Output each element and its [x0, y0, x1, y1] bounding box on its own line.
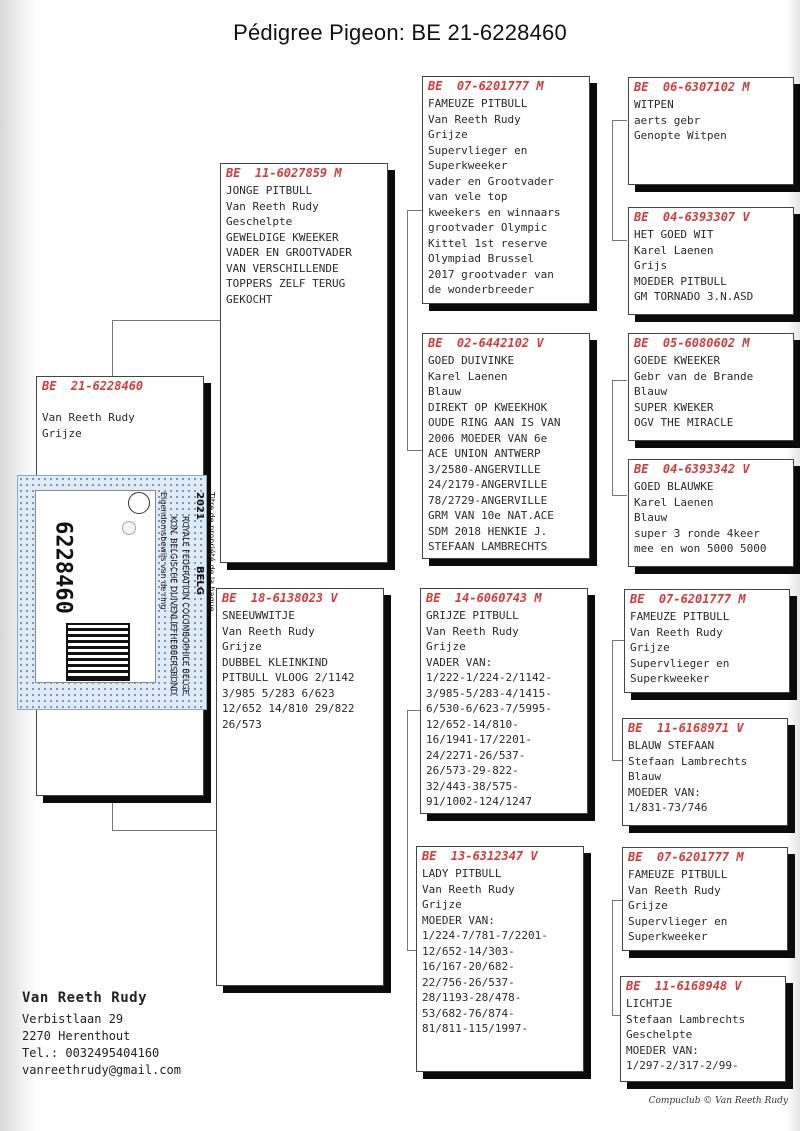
card-line: Van Reeth Rudy: [42, 411, 135, 424]
pigeon-card-ggp-1[interactable]: [628, 77, 794, 185]
tag-org-text: KON. BELGISCHE DUIVENLIEFHEBBERSBOND: [169, 516, 178, 695]
tag-notice-fr: Titre de propriété de la bague: [207, 492, 216, 612]
card-line: GEWELDIGE KWEEKER: [226, 230, 339, 244]
pigeon-card-dam-dam[interactable]: [416, 846, 584, 1072]
ring-number: BE 18-6138023 V: [222, 591, 338, 605]
card-line: 16/167-20/682-: [422, 960, 515, 973]
owner-city: 2270 Herenthout: [22, 1029, 131, 1043]
card-line: Van Reeth Rudy: [428, 112, 521, 126]
ring-number: BE 21-6228460: [42, 379, 144, 393]
card-line: Van Reeth Rudy: [426, 624, 519, 638]
card-line: MOEDER VAN:: [422, 913, 495, 927]
card-line: Blauw: [634, 385, 668, 398]
connector: [407, 710, 408, 950]
connector: [612, 640, 624, 641]
pigeon-card-sire[interactable]: [220, 163, 388, 563]
card-line: WITPEN: [634, 98, 674, 111]
card-line: GRIJZE PITBULL: [426, 609, 519, 622]
ring-number: BE 07-6201777 M: [630, 592, 746, 606]
card-line: MOEDER VAN:: [628, 785, 701, 799]
owner-street: Verbistlaan 29: [22, 1012, 124, 1026]
card-line: van vele top: [428, 190, 508, 203]
card-line: FAMEUZE PITBULL: [428, 97, 528, 110]
card-line: GOEDE KWEEKER: [634, 354, 721, 367]
pigeon-card-ggp-5[interactable]: [624, 589, 790, 693]
card-line: kweekers en winnaars: [428, 205, 561, 219]
connector: [407, 210, 422, 211]
card-line: Blauw: [428, 385, 462, 398]
ring-number: BE 11-6168971 V: [628, 721, 744, 735]
card-line: LICHTJE: [626, 997, 673, 1010]
card-line: GRM VAN 10e NAT.ACE: [428, 509, 554, 522]
card-line: VADER VAN:: [426, 655, 493, 669]
card-line: Karel Laenen: [428, 369, 508, 383]
ring-number: BE 13-6312347 V: [422, 849, 538, 863]
card-line: STEFAAN LAMBRECHTS: [428, 540, 548, 553]
tag-ring-number: 6228460: [50, 521, 76, 614]
card-line: SUPER KWEKER: [634, 400, 714, 414]
page-title: Pédigree Pigeon: BE 21-6228460: [233, 20, 567, 45]
card-line: Karel Laenen: [634, 495, 714, 509]
connector: [612, 380, 613, 495]
tag-org-text-fr: ROYALE FEDERATION COLOMBOPHILE BELGE: [181, 516, 190, 695]
card-line: Geschelpte: [626, 1028, 693, 1041]
card-line: HET GOED WIT: [634, 228, 714, 241]
card-line: 26/573-29-822-: [426, 764, 519, 777]
ring-number: BE 14-6060743 M: [426, 591, 542, 605]
card-line: Stefaan Lambrechts: [626, 1012, 746, 1026]
ring-number: BE 04-6393307 V: [634, 210, 750, 224]
card-line: 78/2729-ANGERVILLE: [428, 493, 548, 507]
ring-number: BE 11-6168948 V: [626, 979, 742, 993]
card-line: 6/530-6/623-7/5995-: [426, 702, 552, 715]
connector: [112, 830, 216, 831]
card-line: 16/1941-17/2201-: [426, 733, 532, 746]
card-line: aerts gebr: [634, 113, 701, 127]
connector: [612, 495, 627, 496]
card-line: mee en won 5000 5000: [634, 542, 767, 555]
ring-number: BE 05-6080602 M: [634, 336, 750, 350]
tag-punch-hole: [122, 521, 136, 535]
card-line: grootvader Olympic: [428, 221, 548, 234]
card-line: GOED BLAUWKE: [634, 480, 714, 493]
card-line: Grijze: [628, 899, 668, 912]
card-line: Van Reeth Rudy: [422, 882, 515, 896]
card-line: Van Reeth Rudy: [222, 624, 315, 638]
ring-number: BE 06-6307102 M: [634, 80, 750, 94]
connector: [612, 900, 613, 1015]
card-line: 53/682-76/874-: [422, 1006, 515, 1020]
card-line: 81/811-115/1997-: [422, 1022, 528, 1035]
card-line: FAMEUZE PITBULL: [630, 610, 730, 623]
pigeon-card-ggp-2[interactable]: [628, 207, 794, 315]
footer-credit: Compuclub © Van Reeth Rudy: [648, 1096, 788, 1106]
card-line: 2017 grootvader van: [428, 267, 554, 281]
card-line: Grijze: [426, 640, 466, 653]
card-line: SNEEUWWITJE: [222, 609, 295, 622]
connector: [407, 450, 422, 451]
card-line: Grijze: [42, 426, 82, 440]
tag-notice-nl: Eigendomsbewijs van de ring: [159, 492, 168, 610]
card-line: 1/224-7/781-7/2201-: [422, 929, 548, 942]
card-line: 22/756-26/537-: [422, 975, 515, 989]
card-line: Van Reeth Rudy: [630, 625, 723, 639]
card-line: GEKOCHT: [226, 292, 273, 306]
pigeon-card-sire-sire[interactable]: [422, 76, 590, 304]
card-line: 3/2580-ANGERVILLE: [428, 462, 541, 476]
card-line: 12/652 14/810 29/822: [222, 702, 355, 715]
connector: [612, 120, 613, 240]
card-line: BLAUW STEFAAN: [628, 739, 715, 752]
owner-name: Van Reeth Rudy: [22, 990, 148, 1006]
card-line: TOPPERS ZELF TERUG: [226, 277, 346, 290]
card-line: Grijs: [634, 259, 668, 272]
pigeon-card-ggp-8[interactable]: [620, 976, 786, 1082]
card-line: Blauw: [634, 511, 668, 524]
ring-number: BE 02-6442102 V: [428, 336, 544, 350]
ring-number: BE 11-6027859 M: [226, 166, 342, 180]
qr-code-icon: [66, 623, 130, 681]
card-line: Blauw: [628, 770, 662, 783]
card-line: 1/831-73/746: [628, 801, 708, 814]
card-line: OGV THE MIRACLE: [634, 416, 734, 429]
card-line: de wonderbreeder: [428, 283, 534, 296]
card-line: 12/652-14/810-: [426, 717, 519, 731]
card-line: Kittel 1st reserve: [428, 236, 548, 250]
card-line: Karel Laenen: [634, 243, 714, 257]
pigeon-card-ggp-6[interactable]: [622, 718, 788, 826]
connector: [612, 240, 627, 241]
card-line: 28/1193-28/478-: [422, 991, 522, 1004]
pigeon-card-ggp-7[interactable]: [622, 847, 788, 951]
connector: [407, 210, 408, 450]
card-line: Grijze: [428, 128, 468, 141]
connector: [612, 380, 627, 381]
card-line: 12/652-14/303-: [422, 944, 515, 958]
tag-country: BELG: [194, 566, 205, 596]
card-line: VAN VERSCHILLENDE: [226, 261, 339, 275]
card-line: JONGE PITBULL: [226, 184, 313, 197]
card-line: Geschelpte: [226, 215, 293, 228]
pigeon-card-dam[interactable]: [216, 588, 384, 986]
card-line: Genopte Witpen: [634, 129, 727, 142]
card-line: vader en Grootvader: [428, 174, 554, 188]
pigeon-card-ggp-3[interactable]: [628, 333, 794, 441]
pigeon-card-ggp-4[interactable]: [628, 459, 794, 567]
card-line: GM TORNADO 3.N.ASD: [634, 290, 754, 303]
card-line: VADER EN GROOTVADER: [226, 246, 352, 259]
card-line: 3/985-5/283-4/1415-: [426, 686, 552, 700]
connector: [612, 640, 613, 760]
card-line: LADY PITBULL: [422, 867, 502, 880]
connector: [407, 710, 420, 711]
card-line: 24/2271-26/537-: [426, 748, 526, 762]
card-line: Van Reeth Rudy: [628, 883, 721, 897]
connector: [612, 120, 627, 121]
card-line: FAMEUZE PITBULL: [628, 868, 728, 881]
card-line: 1/222-1/224-2/1142-: [426, 671, 552, 684]
card-line: 2006 MOEDER VAN 6e: [428, 431, 548, 445]
ring-number: BE 04-6393342 V: [634, 462, 750, 476]
card-line: 91/1002-124/1247: [426, 795, 532, 808]
card-line: DIREKT OP KWEEKHOK: [428, 400, 548, 414]
card-line: PITBULL VLOOG 2/1142: [222, 671, 355, 684]
card-line: Supervlieger en: [628, 914, 728, 928]
card-line: Grijze: [630, 641, 670, 654]
card-line: Superkweeker: [428, 159, 508, 172]
ring-certificate-tag: [17, 475, 216, 710]
card-line: 1/297-2/317-2/99-: [626, 1059, 739, 1072]
tag-year: 2021: [194, 492, 205, 520]
kbdb-logo-icon: [128, 492, 150, 514]
card-line: Grijze: [422, 898, 462, 911]
card-line: Superkweeker: [628, 930, 708, 943]
ring-number: BE 07-6201777 M: [628, 850, 744, 864]
card-line: SDM 2018 HENKIE J.: [428, 524, 548, 538]
card-line: DUBBEL KLEINKIND: [222, 655, 328, 669]
card-line: Van Reeth Rudy: [226, 199, 319, 213]
card-line: 3/985 5/283 6/623: [222, 686, 335, 700]
card-line: Supervlieger en: [428, 143, 528, 157]
pigeon-card-sire-dam[interactable]: [422, 333, 590, 559]
card-line: Superkweeker: [630, 672, 710, 685]
card-line: Stefaan Lambrechts: [628, 754, 748, 768]
owner-email[interactable]: vanreethrudy@gmail.com: [22, 1063, 181, 1077]
card-line: MOEDER PITBULL: [634, 274, 727, 288]
card-line: Gebr van de Brande: [634, 369, 754, 383]
connector: [112, 320, 220, 321]
card-line: GOED DUIVINKE: [428, 354, 515, 367]
card-line: ACE UNION ANTWERP: [428, 447, 541, 460]
card-line: 26/573: [222, 717, 262, 731]
card-line: Olympiad Brussel: [428, 252, 534, 265]
card-line: Supervlieger en: [630, 656, 730, 670]
owner-phone[interactable]: Tel.: 0032495404160: [22, 1046, 160, 1060]
card-line: OUDE RING AAN IS VAN: [428, 416, 561, 429]
card-line: Grijze: [222, 640, 262, 653]
ring-number: BE 07-6201777 M: [428, 79, 544, 93]
pigeon-card-dam-sire[interactable]: [420, 588, 588, 814]
card-line: MOEDER VAN:: [626, 1043, 699, 1057]
owner-contact-block: [22, 990, 181, 1079]
card-line: 32/443-38/575-: [426, 779, 519, 793]
card-line: [42, 396, 198, 410]
card-line: 24/2179-ANGERVILLE: [428, 478, 548, 491]
card-line: super 3 ronde 4keer: [634, 526, 760, 540]
tag-inner-card: [35, 490, 156, 683]
